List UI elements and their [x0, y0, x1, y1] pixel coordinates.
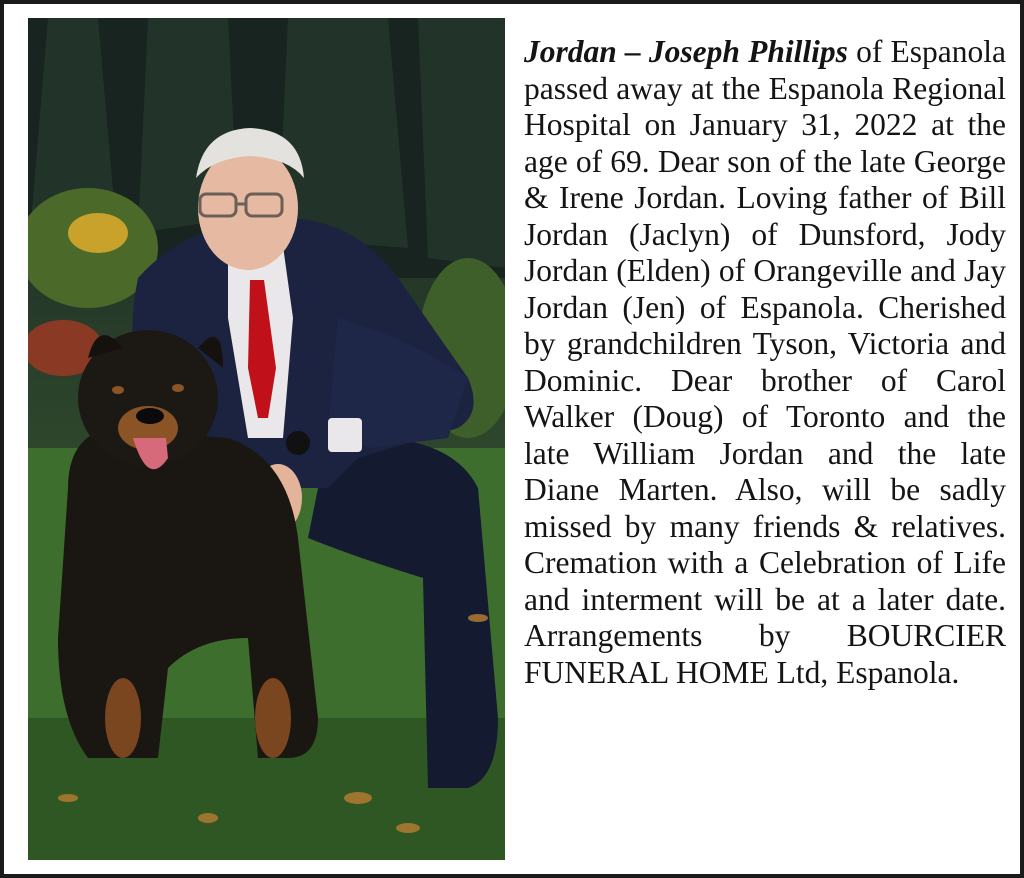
- yellow-leaves: [68, 213, 128, 253]
- photo-illustration: [28, 18, 505, 860]
- obituary-paragraph: [524, 34, 1006, 691]
- dog-nose: [136, 408, 164, 424]
- wristwatch: [286, 431, 310, 455]
- dog-leg-right: [255, 678, 291, 758]
- obituary-text: [524, 34, 1006, 691]
- portrait-photo: [28, 18, 505, 860]
- dog-eyebrow-left: [112, 386, 124, 394]
- obituary-body: of Espanola passed away at the Espanola Regional Hospital on January 31, 2022 at the age of 69. Dear son of the late George & Irene Jordan. Loving father of Bill Jordan (Jaclyn) of Dunsford, Jody Jordan (Elden) of Orangeville and Jay Jordan (Jen) of Espanola. Cherished by grandchildren Tyson, Victoria and Dominic. Dear brother of Carol Walker (Doug) of Toronto and the late William Jordan and the late Diane Marten. Also, will be sadly missed by many friends & relatives. Cremation with a Celebration of Life and interment will be at a later date. Arrangements by BOURCIER FUNERAL HOME Ltd, Espanola.: [524, 34, 1007, 690]
- dog-eyebrow-right: [172, 384, 184, 392]
- shirt-cuff: [328, 418, 362, 452]
- dog-leg-left: [105, 678, 141, 758]
- deceased-name: Jordan – Joseph Phillips: [524, 34, 848, 69]
